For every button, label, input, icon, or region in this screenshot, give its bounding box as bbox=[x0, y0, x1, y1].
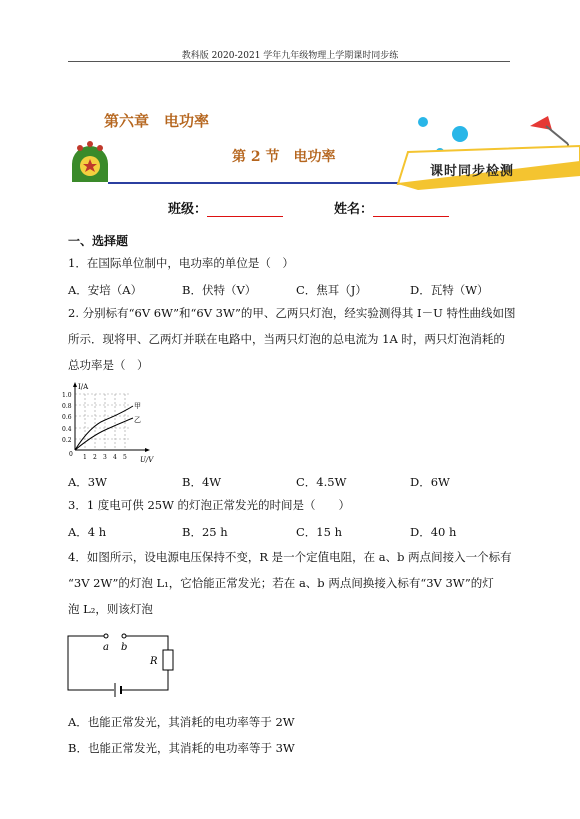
question-2-line-3: 总功率是（ ） bbox=[68, 358, 149, 372]
label-b: b bbox=[121, 642, 128, 653]
q2-option-d[interactable]: D．6W bbox=[410, 475, 450, 489]
class-label: 班级： bbox=[168, 202, 208, 217]
q3-option-d[interactable]: D．40 h bbox=[410, 525, 457, 539]
y-tick-0: 0 bbox=[69, 451, 73, 458]
graph-y-label: I/A bbox=[78, 383, 89, 391]
x-tick-3: 3 bbox=[103, 454, 107, 461]
question-2-line-2: 所示．现将甲、乙两灯并联在电路中，当两只灯泡的总电流为 1A 时，两只灯泡消耗的 bbox=[68, 332, 505, 346]
q2-option-a[interactable]: A．3W bbox=[68, 475, 107, 489]
curve-label-jia: 甲 bbox=[134, 402, 141, 410]
q3-option-c[interactable]: C．15 h bbox=[296, 525, 342, 539]
banner-label: 课时同步检测 bbox=[430, 164, 515, 179]
question-3-text: 3．1 度电可供 25W 的灯泡正常发光的时间是（ ） bbox=[68, 498, 351, 512]
name-field bbox=[334, 198, 449, 217]
section-title: 第 2 节 电功率 bbox=[232, 149, 336, 165]
question-4-line-3: 泡 L₂，则该灯泡 bbox=[68, 602, 153, 616]
terminal-b bbox=[122, 634, 126, 638]
q4-option-a[interactable]: A．也能正常发光，其消耗的电功率等于 2W bbox=[68, 715, 295, 729]
header-divider bbox=[68, 61, 510, 62]
terminal-a bbox=[104, 634, 108, 638]
part-title: 一、选择题 bbox=[68, 234, 129, 248]
question-2-line-1: 2. 分别标有“6V 6W”和“6V 3W”的甲、乙两只灯泡，经实验测得其 I－U 特性曲线如图 bbox=[68, 306, 516, 320]
chapter-title: 第六章 电功率 bbox=[104, 112, 210, 130]
name-blank[interactable] bbox=[373, 202, 449, 217]
y-tick-0.2: 0.2 bbox=[62, 437, 72, 444]
q1-option-c[interactable]: C．焦耳（J） bbox=[296, 283, 367, 297]
q1-option-b[interactable]: B．伏特（V） bbox=[182, 283, 257, 297]
graph-x-label: U/V bbox=[140, 456, 154, 464]
page-header: 教科版 2020-2021 学年九年级物理上学期课时同步练 bbox=[181, 51, 399, 61]
x-tick-2: 2 bbox=[93, 454, 97, 461]
x-tick-4: 4 bbox=[113, 454, 117, 461]
class-blank[interactable] bbox=[207, 202, 283, 217]
question-4-line-1: 4．如图所示，设电源电压保持不变，R 是一个定值电阻，在 a、b 两点间接入一个标有 bbox=[68, 550, 512, 564]
question-1-text: 1．在国际单位制中，电功率的单位是（ ） bbox=[68, 256, 294, 270]
q2-option-c[interactable]: C．4.5W bbox=[296, 475, 347, 489]
label-a: a bbox=[103, 642, 109, 653]
question-4-line-2: “3V 2W”的灯泡 L₁，它恰能正常发光；若在 a、b 两点间换接入标有“3V 3W”的灯 bbox=[68, 576, 494, 590]
y-tick-0.8: 0.8 bbox=[62, 403, 72, 410]
curve-yi bbox=[75, 418, 133, 450]
y-tick-0.4: 0.4 bbox=[62, 426, 72, 433]
q1-option-d[interactable]: D．瓦特（W） bbox=[410, 283, 489, 297]
q2-option-b[interactable]: B．4W bbox=[182, 475, 222, 489]
q3-option-b[interactable]: B．25 h bbox=[182, 525, 228, 539]
y-tick-0.6: 0.6 bbox=[62, 414, 72, 421]
label-r: R bbox=[150, 656, 158, 667]
resistor-icon bbox=[163, 650, 173, 670]
y-tick-1.0: 1.0 bbox=[62, 392, 72, 399]
x-tick-1: 1 bbox=[83, 454, 87, 461]
name-label: 姓名： bbox=[334, 202, 374, 217]
q3-option-a[interactable]: A．4 h bbox=[68, 525, 107, 539]
curve-label-yi: 乙 bbox=[134, 416, 141, 424]
circuit-diagram bbox=[64, 628, 188, 698]
q4-option-b[interactable]: B．也能正常发光，其消耗的电功率等于 3W bbox=[68, 741, 295, 755]
x-tick-5: 5 bbox=[123, 454, 127, 461]
q1-option-a[interactable]: A．安培（A） bbox=[68, 283, 143, 297]
iu-graph bbox=[60, 380, 170, 468]
class-field bbox=[168, 198, 283, 217]
badge-icon bbox=[72, 141, 108, 182]
